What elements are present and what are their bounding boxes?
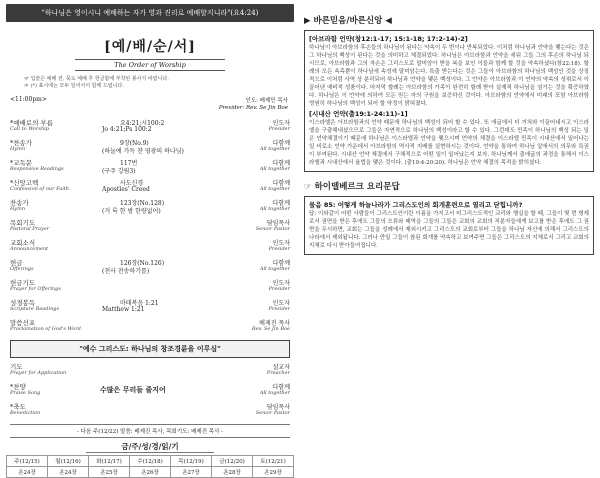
- order-notes: [6, 76, 294, 90]
- order-title: [75, 36, 225, 71]
- table-row: 욘24장 욘24장 욘25장 욘26장 욘27장 욘28장 욘29장: [7, 467, 294, 478]
- leader-en: Presider: Rev. Se Jin Boe: [218, 104, 288, 111]
- order-list-after: [6, 362, 294, 422]
- covenant-body-2: 이스라엘은 아브라함과의 언약 때문에 하나님의 백성이 되어 할 수 있다. 또 애굽에서 더 거쳐와 이끌어내시고 이스라엘을 구출해내셨으므로 그들은 자연적으로 하나님의 백성이라고 할 수 있다. 그런데도 민족이 하나님의 백성 되는 일은 언약체결이기 때문에 하나님은 이스라엘과 언약을 맺으시며 언약의 체결을 이스라엘 민족이 시내산에서 일어나는 일 비로소 언약 가운데서 아브라함의 역사적 지배를 실현하시는 것이다. 언약을 통하여 하나님 앞에서의 의무와 특권이 부여된다. 시내산 언약 체결에서 구체적으로 어떤 일이 일어났는지 보자. 하나님께서 출애굽의 과정을 통해서 이스라엘과 시내산에서 율법을 맺은 것이다. (출19:4-20:20). 하나님은 언약 체결의 목적을 밝히셨다.: [309, 120, 589, 166]
- order-title-ko: [예/배/순/서]: [104, 39, 196, 55]
- worship-order-column: [6, 4, 294, 476]
- service-header: [6, 96, 294, 110]
- order-item: 교회소식 Announcement 인도자 Presider: [10, 239, 290, 252]
- order-item: 헌금기도 Prayer for Offerings 인도자 Presider: [10, 279, 290, 292]
- table-row: 주(12/15) 월(12/16) 화(12/17) 수(12/18) 목(12/19) 금(12/20) 토(12/21): [7, 456, 294, 467]
- order-item: *찬양 Praise Song 수많은 무리들 줄지어 다함께 All together: [10, 383, 290, 396]
- note-1: ☞ 입술은 예배 전, 묵도 예배 후 헌금함에 부착된 봉사지 바랍니다.: [24, 76, 169, 82]
- teaching-column: [304, 4, 594, 460]
- note-2: ☞ (*) 표시에는 모두 일어서서 함께 드립니다.: [24, 83, 124, 89]
- bible-reading-table: [6, 455, 294, 478]
- bible-reading-title: 금/주/성/경/읽/기: [86, 441, 214, 453]
- covenant-title-2: [시내산 언약(출19:1-24:11)-1]: [309, 110, 408, 118]
- covenant-title-1: [아브라함 언약(창12:1-17; 15:1-18; 17:2-14)-2]: [309, 35, 468, 43]
- service-time: <11:00pm>: [10, 96, 47, 103]
- order-item: 성경봉독 Scripture Readings 마태복음 1:21 Matthew 1:21 인도자 Presider: [10, 299, 290, 313]
- catechism-heading: ☞ 하이델베르크 요리문답: [304, 182, 400, 192]
- order-title-en: The Order of Worship: [75, 59, 225, 71]
- covenant-body-1: 하나님이 아브라함의 후손들의 하나님이 된다는 약속이 두 번이나 반복되었다. 이처럼 하나님과 언약을 맺는다는 것은 그 하나님의 백성이 된다는 것을 의미하고 체결되었다. 하나님은 아브라함과 언약을 세워 그들 그의 후손의 하나님 되시므로, 아브라함과 그의 자손은 그리스도로 말미암아 받을 복을 보인 이들과 함께 할 것을 약속하셨다(창22:18). 할례의 모든 속측뿐이 하나님에 속성에 말미암는다. 특출 받는다는 것은 그들이 아브라함의 하나님의 백성인 것을 상징적으로 이처럼 사역 상 분리되어 하나님과 언약을 맺은 백성이다. 그 언약은 아브라함과 이 언약의 약속의 성취로서 이끌어낸 예비적 성품이다. 마지막 할례는 아브라함의 가족이 완전히 할례 받아 실재적 하나님을 섬기는 것을 확증하였다. 하나님은 이 언약에 의하여 모든 믿는 자의 구원을 보증하신 것이다. 아브라함의 언약에서 미래의 포함 아브라함 영원히 하나님의 백성이 되어 할 약정이 밝혀졌다.: [309, 45, 589, 107]
- catechism-box: [304, 196, 594, 255]
- covenant-box: [304, 30, 594, 172]
- leader-ko: 인도: 배제민 목사: [245, 98, 288, 104]
- order-item: 말씀선포 Proclamation of God's Word 배제진 목사 Rev. Se Jin Boe: [10, 319, 290, 332]
- scripture-banner: "하나님은 영이시니 예배하는 자가 영과 진리로 예배할지니라"(요4:24): [6, 4, 294, 22]
- order-list: [6, 118, 294, 338]
- leader: [219, 98, 288, 111]
- catechism-question: 물음 85: 어떻게 하늘나라가 그리스도인의 회개훈련으로 열리고 닫힙니까?: [309, 201, 523, 209]
- faith-section-heading: ▶ 바른믿음/바른신앙 ◀: [304, 16, 392, 26]
- order-item: *교독문 Responsive Readings 117번 (구주 강림3) 다함께 All together: [10, 159, 290, 175]
- order-item: 찬송가 Hymn 123장(No.128) (거 룩 한 밤 한량없어) 다함께 All together: [10, 199, 290, 215]
- next-week-info: - 다음 주(12/22) 말씀: 배제진 목사, 목회기도: 배제진 목사 -: [10, 424, 290, 438]
- sermon-title: "예수 그리스도: 하나님의 창조경륜을 이루심": [10, 340, 290, 358]
- order-item: 기도 Prayer for Application 설교자 Preacher: [10, 363, 290, 376]
- order-item: 헌금 Offerings 126장(No.126) (천사 찬송하기를) 다함께 All together: [10, 259, 290, 275]
- order-item: *찬송가 Hymn 9장(No.9) (하늘에 가득 찬 영광의 하나님) 다함께 All together: [10, 139, 290, 155]
- catechism-answer: 답: 이와같이 어떤 사람들이 그리스도인이란 이름을 가지고서 비그리스도적인 교리와 행실을 할 때, 그들이 몇 번 형제로서 권면을 받은 후에도 그들의 오류와 패역을 그들의 그들은 교회의 교회의 직분자들에게 보고를 받은 후에도 그 권면을 무시하면, 교회는 그들을 성례에서 제외시키고 그리스도의 교회로부터 그들을 하나님 자신에 의해서 그리스도의 나라에서 제외됩니다. 그러나 만일 그들이 참된 회개를 약속하고 보여주면 그들은 그리스도의 지체로서 그리고 교회의 지체로 다시 받아들여집니다.: [309, 211, 589, 249]
- order-item: *신앙고백 Confession of our Faith 사도신경 Apostles' Creed 다함께 All together: [10, 179, 290, 193]
- order-item: *축도 Benediction 담임목사 Senior Pastor: [10, 403, 290, 416]
- order-item: 목회기도 Pastoral Prayer 담임목사 Senior Pastor: [10, 219, 290, 232]
- order-item: *예배로의 부름 Call to Worship 요4:21;시100:2 Jo 4:21;Ps 100:2 인도자 Presider: [10, 119, 290, 133]
